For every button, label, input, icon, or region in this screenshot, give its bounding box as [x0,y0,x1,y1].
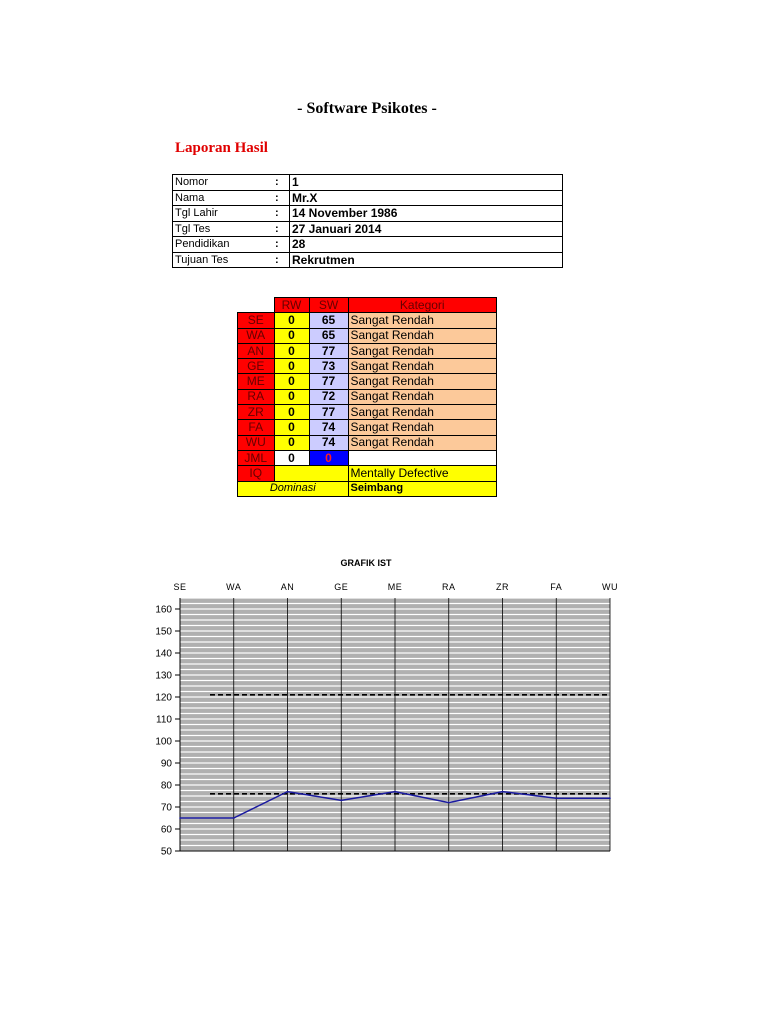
x-tick-label: AN [280,582,295,592]
x-tick-label: WA [226,582,242,592]
y-tick-label: 130 [155,670,172,682]
info-row [173,252,563,268]
rw-value: 0 [274,389,309,404]
chart-title: GRAFIK IST [340,558,392,568]
subtest-code: ME [238,374,275,389]
info-row [173,190,563,206]
kategori-value: Sangat Rendah [348,328,497,343]
info-separator: : [273,252,290,268]
data-point [340,800,342,802]
sw-value: 72 [309,389,348,404]
rw-value: 0 [274,435,309,450]
jml-rw-value: 0 [274,450,309,465]
kategori-value: Sangat Rendah [348,359,497,374]
info-label: Tgl Lahir [173,206,274,222]
info-separator: : [273,206,290,222]
identity-table [172,174,563,268]
jml-row [238,450,497,465]
iq-kategori: Mentally Defective [348,466,497,481]
subtest-code: FA [238,420,275,435]
score-row [238,313,497,328]
info-row [173,175,563,191]
y-tick-label: 120 [155,692,172,704]
info-label: Pendidikan [173,237,274,253]
ist-chart [140,550,640,860]
rw-value: 0 [274,405,309,420]
dominasi-label: Dominasi [238,481,349,496]
score-row [238,435,497,450]
kategori-value: Sangat Rendah [348,435,497,450]
info-label: Nomor [173,175,274,191]
y-tick-label: 100 [155,736,172,748]
report-subtitle: Laporan Hasil [175,140,268,156]
score-row [238,359,497,374]
dominasi-value: Seimbang [348,481,497,496]
data-point [502,791,504,793]
sw-value: 77 [309,343,348,358]
score-row [238,374,497,389]
info-value: Rekrutmen [290,252,563,268]
x-tick-label: ZR [496,582,509,592]
kategori-header: Kategori [348,298,497,313]
data-point [609,797,611,799]
data-point [394,791,396,793]
info-separator: : [273,237,290,253]
score-row [238,343,497,358]
sw-value: 77 [309,374,348,389]
x-tick-label: RA [441,582,456,592]
kategori-value: Sangat Rendah [348,420,497,435]
kategori-value: Sangat Rendah [348,389,497,404]
header-spacer [238,298,275,313]
dominasi-row [238,481,497,496]
sw-header: SW [309,298,348,313]
rw-value: 0 [274,313,309,328]
rw-value: 0 [274,374,309,389]
x-tick-label: SE [173,582,187,592]
iq-label: IQ [238,466,275,481]
subtest-code: ZR [238,405,275,420]
info-value: Mr.X [290,190,563,206]
info-separator: : [273,190,290,206]
jml-label: JML [238,450,275,465]
sw-value: 65 [309,313,348,328]
jml-sw-value: 0 [309,450,348,465]
info-value: 14 November 1986 [290,206,563,222]
y-tick-label: 110 [156,714,172,726]
rw-value: 0 [274,343,309,358]
info-row [173,221,563,237]
subtest-code: GE [238,359,275,374]
score-row [238,405,497,420]
kategori-value: Sangat Rendah [348,374,497,389]
info-label: Nama [173,190,274,206]
score-row [238,420,497,435]
y-tick-label: 90 [160,758,172,770]
info-value: 28 [290,237,563,253]
subtest-code: AN [238,343,275,358]
sw-value: 65 [309,328,348,343]
page-title: - Software Psikotes - [297,100,437,117]
y-tick-label: 150 [155,626,172,638]
kategori-value: Sangat Rendah [348,313,497,328]
rw-value: 0 [274,359,309,374]
info-separator: : [273,175,290,191]
subtest-code: WA [238,328,275,343]
info-row [173,206,563,222]
score-row [238,389,497,404]
jml-kategori [348,450,497,465]
info-label: Tgl Tes [173,221,274,237]
data-point [448,802,450,804]
rw-value: 0 [274,420,309,435]
sw-value: 73 [309,359,348,374]
kategori-value: Sangat Rendah [348,343,497,358]
sw-value: 74 [309,435,348,450]
data-point [555,797,557,799]
info-label: Tujuan Tes [173,252,274,268]
info-separator: : [273,221,290,237]
kategori-value: Sangat Rendah [348,405,497,420]
subtest-code: WU [238,435,275,450]
iq-value [274,466,348,481]
data-point [287,791,289,793]
iq-row [238,466,497,481]
info-value: 27 Januari 2014 [290,221,563,237]
subtest-code: SE [238,313,275,328]
sw-value: 77 [309,405,348,420]
y-tick-label: 60 [160,824,172,836]
y-tick-label: 50 [160,846,172,858]
y-tick-label: 140 [155,648,172,660]
score-row [238,328,497,343]
data-point [233,817,235,819]
rw-header: RW [274,298,309,313]
info-value: 1 [290,175,563,191]
sw-value: 74 [309,420,348,435]
subtest-code: RA [238,389,275,404]
score-header-row [238,298,497,313]
x-tick-label: GE [334,582,349,592]
x-tick-label: WU [602,582,618,592]
data-point [179,817,181,819]
y-tick-label: 80 [160,780,172,792]
y-tick-label: 160 [155,604,172,616]
score-table [237,297,497,497]
info-row [173,237,563,253]
y-tick-label: 70 [160,802,172,814]
rw-value: 0 [274,328,309,343]
x-tick-label: ME [387,582,403,592]
x-tick-label: FA [550,582,563,592]
